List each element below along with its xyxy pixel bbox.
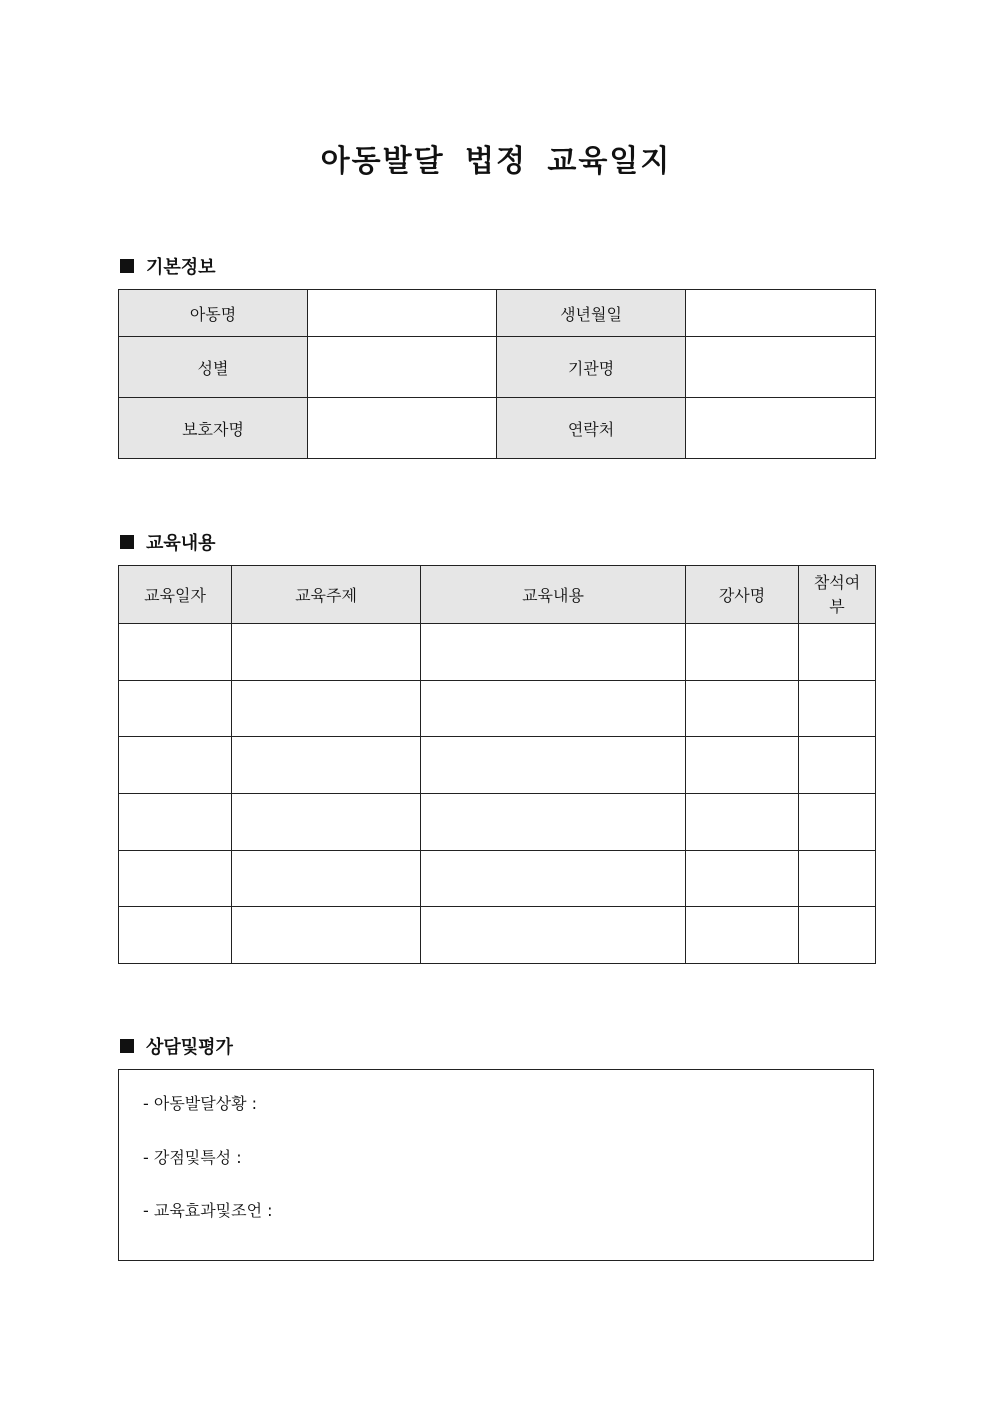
topic-cell[interactable]: [232, 907, 421, 964]
header-instructor: 강사명: [686, 566, 799, 624]
instructor-cell[interactable]: [686, 794, 799, 851]
header-attendance: 참석여부: [799, 566, 876, 624]
table-row: [119, 290, 876, 337]
topic-cell[interactable]: [232, 624, 421, 681]
instructor-cell[interactable]: [686, 851, 799, 907]
content-cell[interactable]: [421, 907, 686, 964]
date-cell[interactable]: [119, 681, 232, 737]
instructor-cell[interactable]: [686, 907, 799, 964]
instructor-cell[interactable]: [686, 681, 799, 737]
birthdate-field[interactable]: [686, 290, 876, 337]
institution-label: 기관명: [497, 337, 686, 398]
institution-field[interactable]: [686, 337, 876, 398]
child-name-label: 아동명: [119, 290, 308, 337]
square-bullet-icon: [120, 535, 134, 549]
header-date: 교육일자: [119, 566, 232, 624]
strengths-item: - 강점및특성 :: [143, 1148, 242, 1167]
section-heading-education: [120, 529, 216, 555]
attendance-cell[interactable]: [799, 907, 876, 964]
topic-cell[interactable]: [232, 851, 421, 907]
section-heading-basic-info: [120, 253, 216, 279]
evaluation-box[interactable]: [118, 1069, 874, 1261]
table-row: [119, 737, 876, 794]
header-topic: 교육주제: [232, 566, 421, 624]
table-row: [119, 851, 876, 907]
instructor-cell[interactable]: [686, 624, 799, 681]
header-content: 교육내용: [421, 566, 686, 624]
page-title: 아동발달 법정 교육일지: [320, 144, 672, 179]
content-cell[interactable]: [421, 851, 686, 907]
development-status-item: - 아동발달상황 :: [143, 1094, 258, 1113]
content-cell[interactable]: [421, 794, 686, 851]
date-cell[interactable]: [119, 794, 232, 851]
topic-cell[interactable]: [232, 681, 421, 737]
contact-field[interactable]: [686, 398, 876, 459]
gender-label: 성별: [119, 337, 308, 398]
guardian-name-field[interactable]: [308, 398, 497, 459]
topic-cell[interactable]: [232, 737, 421, 794]
contact-label: 연락처: [497, 398, 686, 459]
table-row: [119, 398, 876, 459]
date-cell[interactable]: [119, 907, 232, 964]
section-heading-evaluation: [120, 1033, 233, 1059]
education-effect-item: - 교육효과및조언 :: [143, 1201, 273, 1220]
table-row: [119, 794, 876, 851]
attendance-cell[interactable]: [799, 624, 876, 681]
table-row: [119, 907, 876, 964]
section-heading-label: 기본정보: [146, 257, 216, 278]
section-heading-label: 교육내용: [146, 533, 216, 554]
date-cell[interactable]: [119, 851, 232, 907]
education-table: [118, 565, 876, 964]
birthdate-label: 생년월일: [497, 290, 686, 337]
table-row: [119, 681, 876, 737]
table-row: [119, 337, 876, 398]
content-cell[interactable]: [421, 737, 686, 794]
square-bullet-icon: [120, 1039, 134, 1053]
content-cell[interactable]: [421, 624, 686, 681]
gender-field[interactable]: [308, 337, 497, 398]
attendance-cell[interactable]: [799, 794, 876, 851]
square-bullet-icon: [120, 259, 134, 273]
basic-info-table: [118, 289, 876, 459]
attendance-cell[interactable]: [799, 851, 876, 907]
child-name-field[interactable]: [308, 290, 497, 337]
section-heading-label: 상담및평가: [146, 1037, 233, 1058]
guardian-name-label: 보호자명: [119, 398, 308, 459]
topic-cell[interactable]: [232, 794, 421, 851]
date-cell[interactable]: [119, 624, 232, 681]
table-row: [119, 624, 876, 681]
attendance-cell[interactable]: [799, 681, 876, 737]
content-cell[interactable]: [421, 681, 686, 737]
instructor-cell[interactable]: [686, 737, 799, 794]
date-cell[interactable]: [119, 737, 232, 794]
table-header-row: [119, 566, 876, 624]
attendance-cell[interactable]: [799, 737, 876, 794]
